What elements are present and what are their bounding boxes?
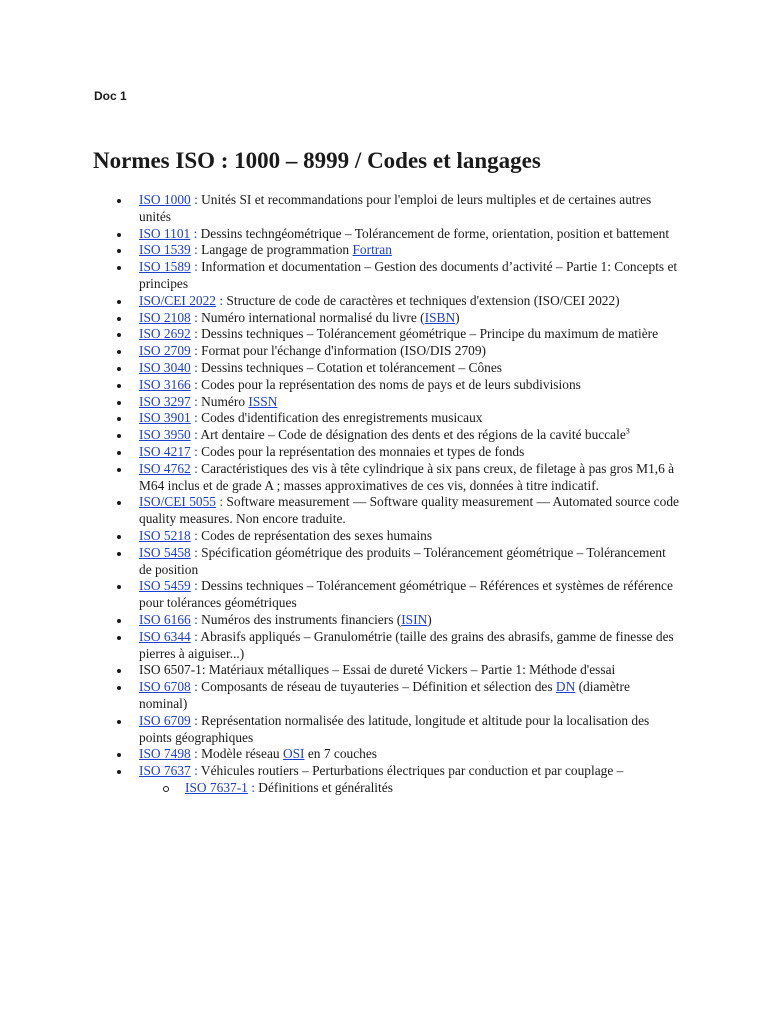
item-text: ISO 6507-1: Matériaux métalliques – Essai de dureté Vickers – Partie 1: Méthode d'essai xyxy=(139,662,616,678)
separator: : xyxy=(190,763,201,779)
list-item xyxy=(139,242,681,259)
list-item xyxy=(139,310,681,327)
standard-link[interactable]: ISO 2108 xyxy=(139,309,191,325)
list-item xyxy=(139,578,681,612)
item-text: Codes pour la représentation des monnaies et types de fonds xyxy=(201,443,525,459)
term-link[interactable]: Fortran xyxy=(352,242,392,258)
item-text: Abrasifs appliqués – Granulométrie (taille des grains des abrasifs, gamme de finesse des pierres à aiguiser...) xyxy=(139,628,674,661)
separator: : xyxy=(190,746,202,762)
list-item xyxy=(139,713,681,747)
item-text: Représentation normalisée des latitude, longitude et altitude pour la localisation des points géographiques xyxy=(139,712,650,745)
list-item xyxy=(139,528,681,545)
standard-link[interactable]: ISO 3950 xyxy=(139,427,191,443)
list-item xyxy=(139,293,681,310)
standard-link[interactable]: ISO 7637 xyxy=(139,763,191,779)
item-text: Dessins techniques – Cotation et tolérancement – Cônes xyxy=(201,359,502,375)
separator: : xyxy=(190,225,201,241)
separator: : xyxy=(190,410,202,426)
standard-link[interactable]: ISO 7637-1 xyxy=(185,779,248,795)
item-text: Information et documentation – Gestion des documents d’activité – Partie 1: Concepts et principes xyxy=(139,259,678,291)
separator: : xyxy=(190,578,202,594)
item-text: Langage de programmation xyxy=(201,242,353,258)
item-text: Software measurement — Software quality measurement — Automated source code quality measures. Non encore traduite. xyxy=(139,494,679,527)
term-link[interactable]: ISIN xyxy=(401,611,428,627)
list-item xyxy=(139,763,681,797)
item-text: Codes de représentation des sexes humains xyxy=(201,527,433,543)
standard-link[interactable]: ISO 6166 xyxy=(139,611,191,627)
separator: : xyxy=(190,259,202,275)
term-link[interactable]: ISBN xyxy=(424,309,456,325)
standard-link[interactable]: ISO 6344 xyxy=(139,628,191,644)
standard-link[interactable]: ISO 3166 xyxy=(139,376,191,392)
item-text: Dessins techniques – Tolérancement géométrique – Références et systèmes de référence pour tolérances géométriques xyxy=(139,578,673,611)
item-text: Structure de code de caractères et techniques d'extension (ISO/CEI 2022) xyxy=(226,292,620,308)
standard-link[interactable]: ISO 3901 xyxy=(139,410,191,426)
item-text: Unités SI et recommandations pour l'emploi de leurs multiples et de certaines autres unités xyxy=(139,192,652,224)
standard-link[interactable]: ISO 4762 xyxy=(139,460,191,476)
standard-link[interactable]: ISO 5458 xyxy=(139,544,191,560)
list-item xyxy=(139,629,681,663)
item-text: Numéro international normalisé du livre ( xyxy=(201,309,425,325)
separator: : xyxy=(190,376,202,392)
separator: : xyxy=(190,242,202,258)
standard-link[interactable]: ISO 6708 xyxy=(139,679,191,695)
item-text: Caractéristiques des vis à tête cylindrique à six pans creux, de filetage à pas gros M1,6 à M64 inclus et de grade A ; masses approximatives de ces vis, données à titre indicatif. xyxy=(139,460,675,493)
item-text-after: ) xyxy=(455,309,460,325)
separator: : xyxy=(190,393,202,409)
separator: : xyxy=(190,679,202,695)
item-text-after: en 7 couches xyxy=(304,746,378,762)
list-item xyxy=(139,746,681,763)
separator: : xyxy=(190,326,202,342)
list-item xyxy=(139,343,681,360)
list-item xyxy=(139,427,681,444)
item-text: Numéro xyxy=(201,393,249,409)
list-item xyxy=(139,226,681,243)
item-text: Dessins techngéométrique – Tolérancement de forme, orientation, position et battement xyxy=(200,225,670,241)
separator: : xyxy=(190,611,202,627)
list-item xyxy=(139,461,681,495)
separator: : xyxy=(190,443,202,459)
term-link[interactable]: ISSN xyxy=(248,393,278,409)
separator: : xyxy=(190,192,202,207)
list-item xyxy=(139,679,681,713)
item-text: Spécification géométrique des produits – Tolérancement géométrique – Tolérancement de position xyxy=(139,544,666,577)
item-text: Codes pour la représentation des noms de pays et de leurs subdivisions xyxy=(201,376,581,392)
standard-link[interactable]: ISO 2709 xyxy=(139,343,191,359)
separator: : xyxy=(190,343,202,359)
standard-link[interactable]: ISO 4217 xyxy=(139,443,191,459)
item-text: Codes d'identification des enregistrements musicaux xyxy=(201,410,483,426)
standard-link[interactable]: ISO 5459 xyxy=(139,578,191,594)
item-text: Modèle réseau xyxy=(201,746,283,762)
list-item xyxy=(139,360,681,377)
list-item xyxy=(139,444,681,461)
separator: : xyxy=(216,494,227,510)
list-item xyxy=(139,192,681,226)
list-item xyxy=(139,545,681,579)
item-text: Dessins techniques – Tolérancement géométrique – Principe du maximum de matière xyxy=(201,326,659,342)
standard-link[interactable]: ISO 1000 xyxy=(139,192,191,207)
sub-list-item xyxy=(185,780,681,797)
list-item xyxy=(139,662,681,679)
item-text: Numéros des instruments financiers ( xyxy=(201,611,402,627)
item-text-after: ) xyxy=(427,611,432,627)
standard-link[interactable]: ISO 3040 xyxy=(139,359,191,375)
item-text: Définitions et généralités xyxy=(258,779,393,795)
standard-link[interactable]: ISO 6709 xyxy=(139,712,191,728)
list-item xyxy=(139,410,681,427)
list-item xyxy=(139,377,681,394)
separator: : xyxy=(190,460,202,476)
list-item xyxy=(139,394,681,411)
standard-link[interactable]: ISO 2692 xyxy=(139,326,191,342)
term-link[interactable]: OSI xyxy=(282,746,305,762)
separator: : xyxy=(190,427,201,443)
page-title: Normes ISO : 1000 – 8999 / Codes et langages xyxy=(93,148,541,173)
sub-list xyxy=(139,780,681,797)
item-text-after: (diamètre nominal) xyxy=(139,679,630,711)
standard-link[interactable]: ISO 1589 xyxy=(139,259,191,275)
standard-link[interactable]: ISO 5218 xyxy=(139,527,191,543)
separator: : xyxy=(190,527,202,543)
separator: : xyxy=(190,544,202,560)
term-link[interactable]: DN xyxy=(555,679,576,695)
separator: : xyxy=(247,779,259,795)
separator: : xyxy=(190,628,201,644)
separator: : xyxy=(190,309,202,325)
standard-link[interactable]: ISO/CEI 5055 xyxy=(139,494,216,510)
item-text: Art dentaire – Code de désignation des dents et des régions de la cavité buccale xyxy=(200,427,626,443)
item-text: Composants de réseau de tuyauteries – Définition et sélection des xyxy=(201,679,556,695)
separator: : xyxy=(216,292,227,308)
standard-link[interactable]: ISO 1539 xyxy=(139,242,191,258)
standard-link[interactable]: ISO 7498 xyxy=(139,746,191,762)
list-item xyxy=(139,326,681,343)
separator: : xyxy=(190,712,202,728)
standards-list xyxy=(139,192,681,797)
item-text: Véhicules routiers – Perturbations électriques par conduction et par couplage – xyxy=(200,763,624,779)
doc-label: Doc 1 xyxy=(94,89,127,103)
separator: : xyxy=(190,359,202,375)
list-item xyxy=(139,494,681,528)
list-item xyxy=(139,259,681,293)
standard-link[interactable]: ISO/CEI 2022 xyxy=(139,292,216,308)
standard-link[interactable]: ISO 3297 xyxy=(139,393,191,409)
standard-link[interactable]: ISO 1101 xyxy=(139,225,191,241)
footnote-ref[interactable]: 3 xyxy=(625,426,630,436)
list-item xyxy=(139,612,681,629)
item-text: Format pour l'échange d'information (ISO/DIS 2709) xyxy=(201,343,486,359)
